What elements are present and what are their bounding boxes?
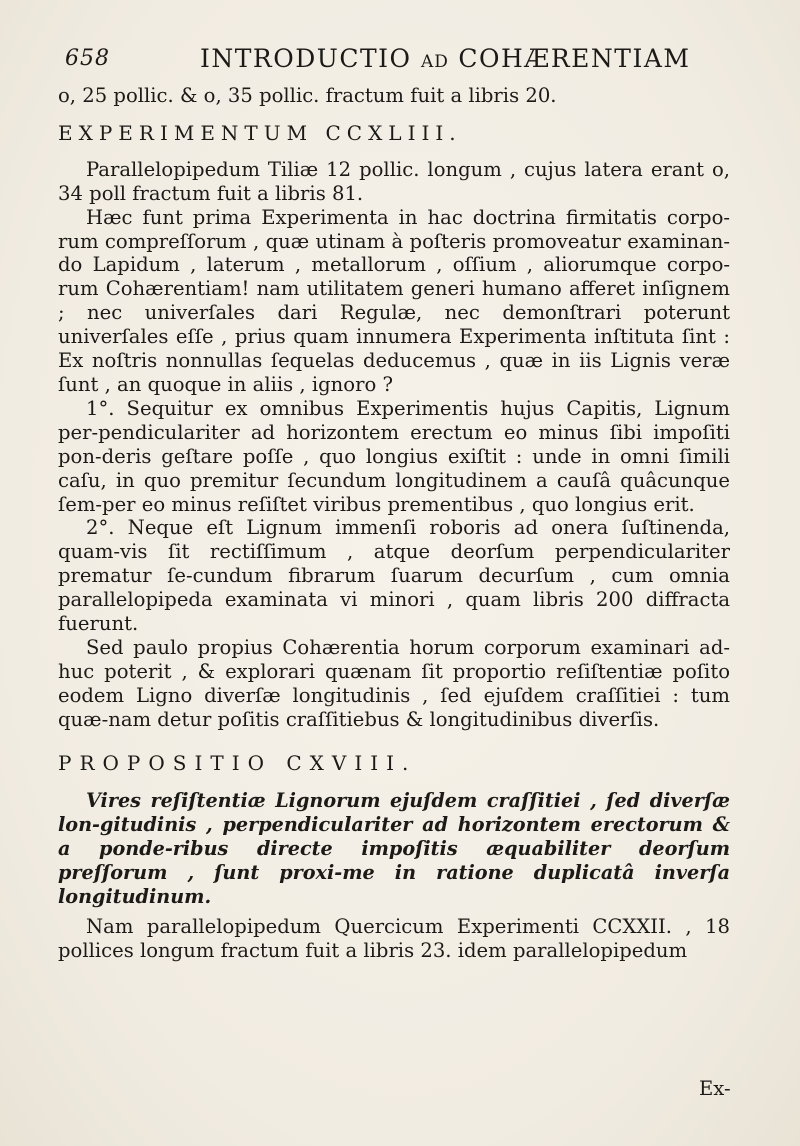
page-header [0,44,800,78]
proposition-heading: PROPOSITIO CXVIII. [58,750,417,775]
main-text [58,84,730,963]
transition-paragraph: Sed paulo propius Cohærentia horum corporum examinari ad-huc poterit , & explorari quænam ſit proportio reſiſtentiæ poſito eodem Ligno diverſæ longitudinis , ſed ejuſdem craſſitiei : tum quæ-nam detur poſitis craſſitiebus & longitudinibus diverſis. [58,635,730,731]
continuation-line: o, 25 pollic. & o, 35 pollic. fractum fuit a libris 20. [58,84,557,107]
experiment-heading: EXPERIMENTUM CCXLIII. [58,120,462,145]
running-head-word-2: AD [421,52,449,72]
proof-paragraph: Nam parallelopipedum Quercicum Experimenti CCXXII. , 18 pollices longum fractum fuit a libris 23. idem parallelopipedum [58,915,730,962]
page-number: 658 [65,46,110,71]
running-head [200,44,690,73]
experiment-paragraph: Parallelopipedum Tiliæ 12 pollic. longum , cujus latera erant o, 34 poll fractum fuit a libris 81. [58,157,730,205]
consequence-2-paragraph: 2°. Neque eſt Lignum immenſi roboris ad onera ſuſtinenda, quam-vis ſit rectiſſimum , atque deorſum perpendiculariter prematur ſe-cundum fibrarum ſuarum decurſum , cum omnia parallelopipeda examinata vi minori , quam libris 200 diffracta fuerunt. [58,516,730,636]
running-head-word-1: INTRODUCTIO [200,44,412,73]
proposition-enunciation: Vires reſiſtentiæ Lignorum ejuſdem craſſitiei , ſed diverſæ lon-gitudinis , perpendiculariter ad horizontem erectorum & a ponde-ribus directe impoſitis æquabiliter deorſum preſſorum , ſunt proxi-me in ratione duplicatâ inverſa longitudinum. [58,789,730,909]
catchword: Ex- [699,1077,731,1100]
consequence-1-paragraph: 1°. Sequitur ex omnibus Experimentis hujus Capitis, Lignum per-pendiculariter ad horizontem erectum eo minus ſibi impoſiti pon-deris geſtare poſſe , quo longius exiſtit : unde in omni ſimili caſu, in quo premitur ſecundum longitudinem a cauſâ quâcunque ſem-per eo minus reſiſtet viribus prementibus , quo longius erit. [58,396,730,516]
running-head-word-3: COHÆRENTIAM [458,44,691,73]
discussion-paragraph: Hæc funt prima Experimenta in hac doctrina firmitatis corpo-rum compreſſorum , quæ utinam à poſteris promoveatur examinan-do Lapidum , laterum , metallorum , oſſium , aliorumque corpo-rum Cohærentiam! nam utilitatem generi humano afferet inſignem ; nec univerſales dari Regulæ, nec demonſtrari poterunt univerſales eſſe , prius quam innumera Experimenta inſtituta ſint : Ex noſtris nonnullas ſequelas deducemus , quæ in iis Lignis veræ ſunt , an quoque in aliis , ignoro ? [58,205,730,396]
